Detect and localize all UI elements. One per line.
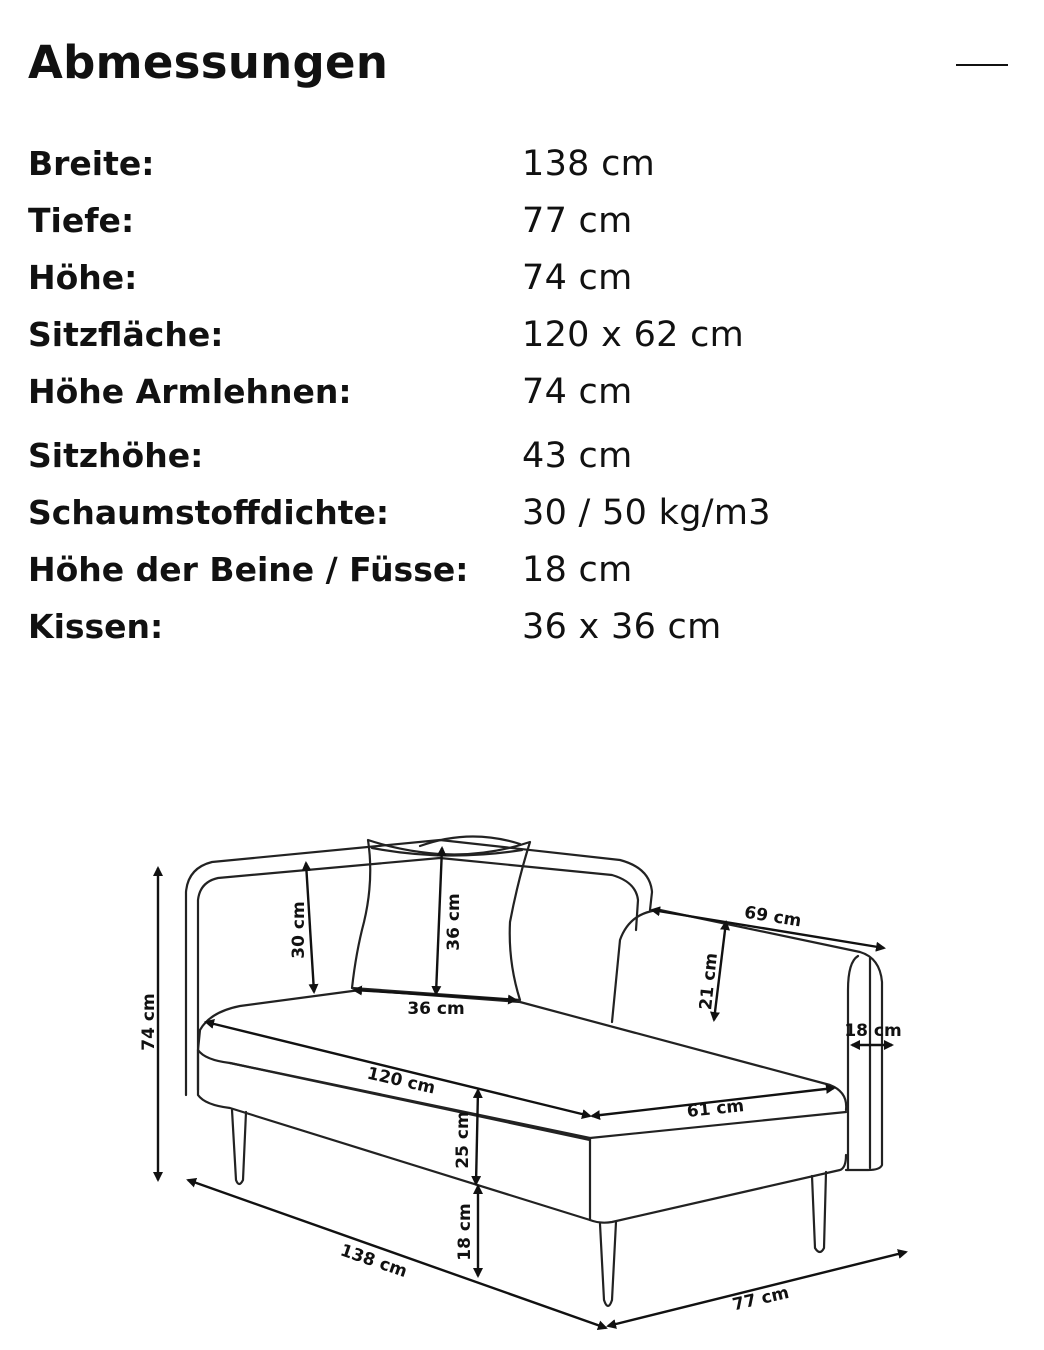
spec-label: Höhe der Beine / Füsse: [28,550,469,589]
dim-total-depth-label: 77 cm [730,1282,792,1316]
dim-arm-height-label: 21 cm [696,951,722,1012]
collapse-button[interactable] [956,56,1008,80]
dim-leg-height-label: 18 cm [455,1203,475,1261]
dim-total-width-label: 138 cm [337,1240,410,1282]
spec-value: 74 cm [522,372,633,412]
spec-row-schaumstoffdichte [28,487,928,544]
dimension-diagram [0,700,1044,1350]
spec-label: Kissen: [28,607,164,646]
spec-label: Breite: [28,144,155,183]
spec-label: Sitzhöhe: [28,436,204,475]
spec-row-sitzflaeche [28,309,928,366]
spec-label: Schaumstoffdichte: [28,493,390,532]
spec-row-breite [28,138,928,195]
spec-row-hoehe [28,252,928,309]
spec-label: Tiefe: [28,201,135,240]
dim-seat-height-label: 25 cm [453,1111,473,1169]
spec-label: Höhe Armlehnen: [28,372,352,411]
section-title: Abmessungen [28,36,389,89]
dim-pillow-width-label: 36 cm [407,999,465,1019]
dim-back-height-label: 30 cm [289,901,309,959]
dim-arm-length-label: 69 cm [742,902,803,932]
spec-label: Sitzfläche: [28,315,224,354]
spec-value: 36 x 36 cm [522,607,722,647]
spec-value: 77 cm [522,201,633,241]
sofa-drawing [0,700,1044,1350]
spec-value: 43 cm [522,436,633,476]
section-header [28,30,1008,100]
dim-seat-width-label: 120 cm [365,1063,438,1099]
spec-value: 120 x 62 cm [522,315,745,355]
spec-row-hoehe-beine [28,544,928,601]
spec-value: 30 / 50 kg/m3 [522,493,771,533]
spec-row-sitzhoehe [28,430,928,487]
dim-total-height-label: 74 cm [139,993,159,1051]
spec-value: 138 cm [522,144,656,184]
spec-label: Höhe: [28,258,138,297]
spec-value: 74 cm [522,258,633,298]
dim-pillow-height-label: 36 cm [444,893,464,951]
spec-row-hoehe-armlehnen [28,366,928,430]
spec-row-tiefe [28,195,928,252]
minus-icon [956,64,1008,66]
spec-table [28,138,928,658]
dim-seat-depth-label: 61 cm [685,1096,746,1122]
spec-value: 18 cm [522,550,633,590]
dim-arm-width-label: 18 cm [844,1021,902,1041]
spec-row-kissen [28,601,928,658]
